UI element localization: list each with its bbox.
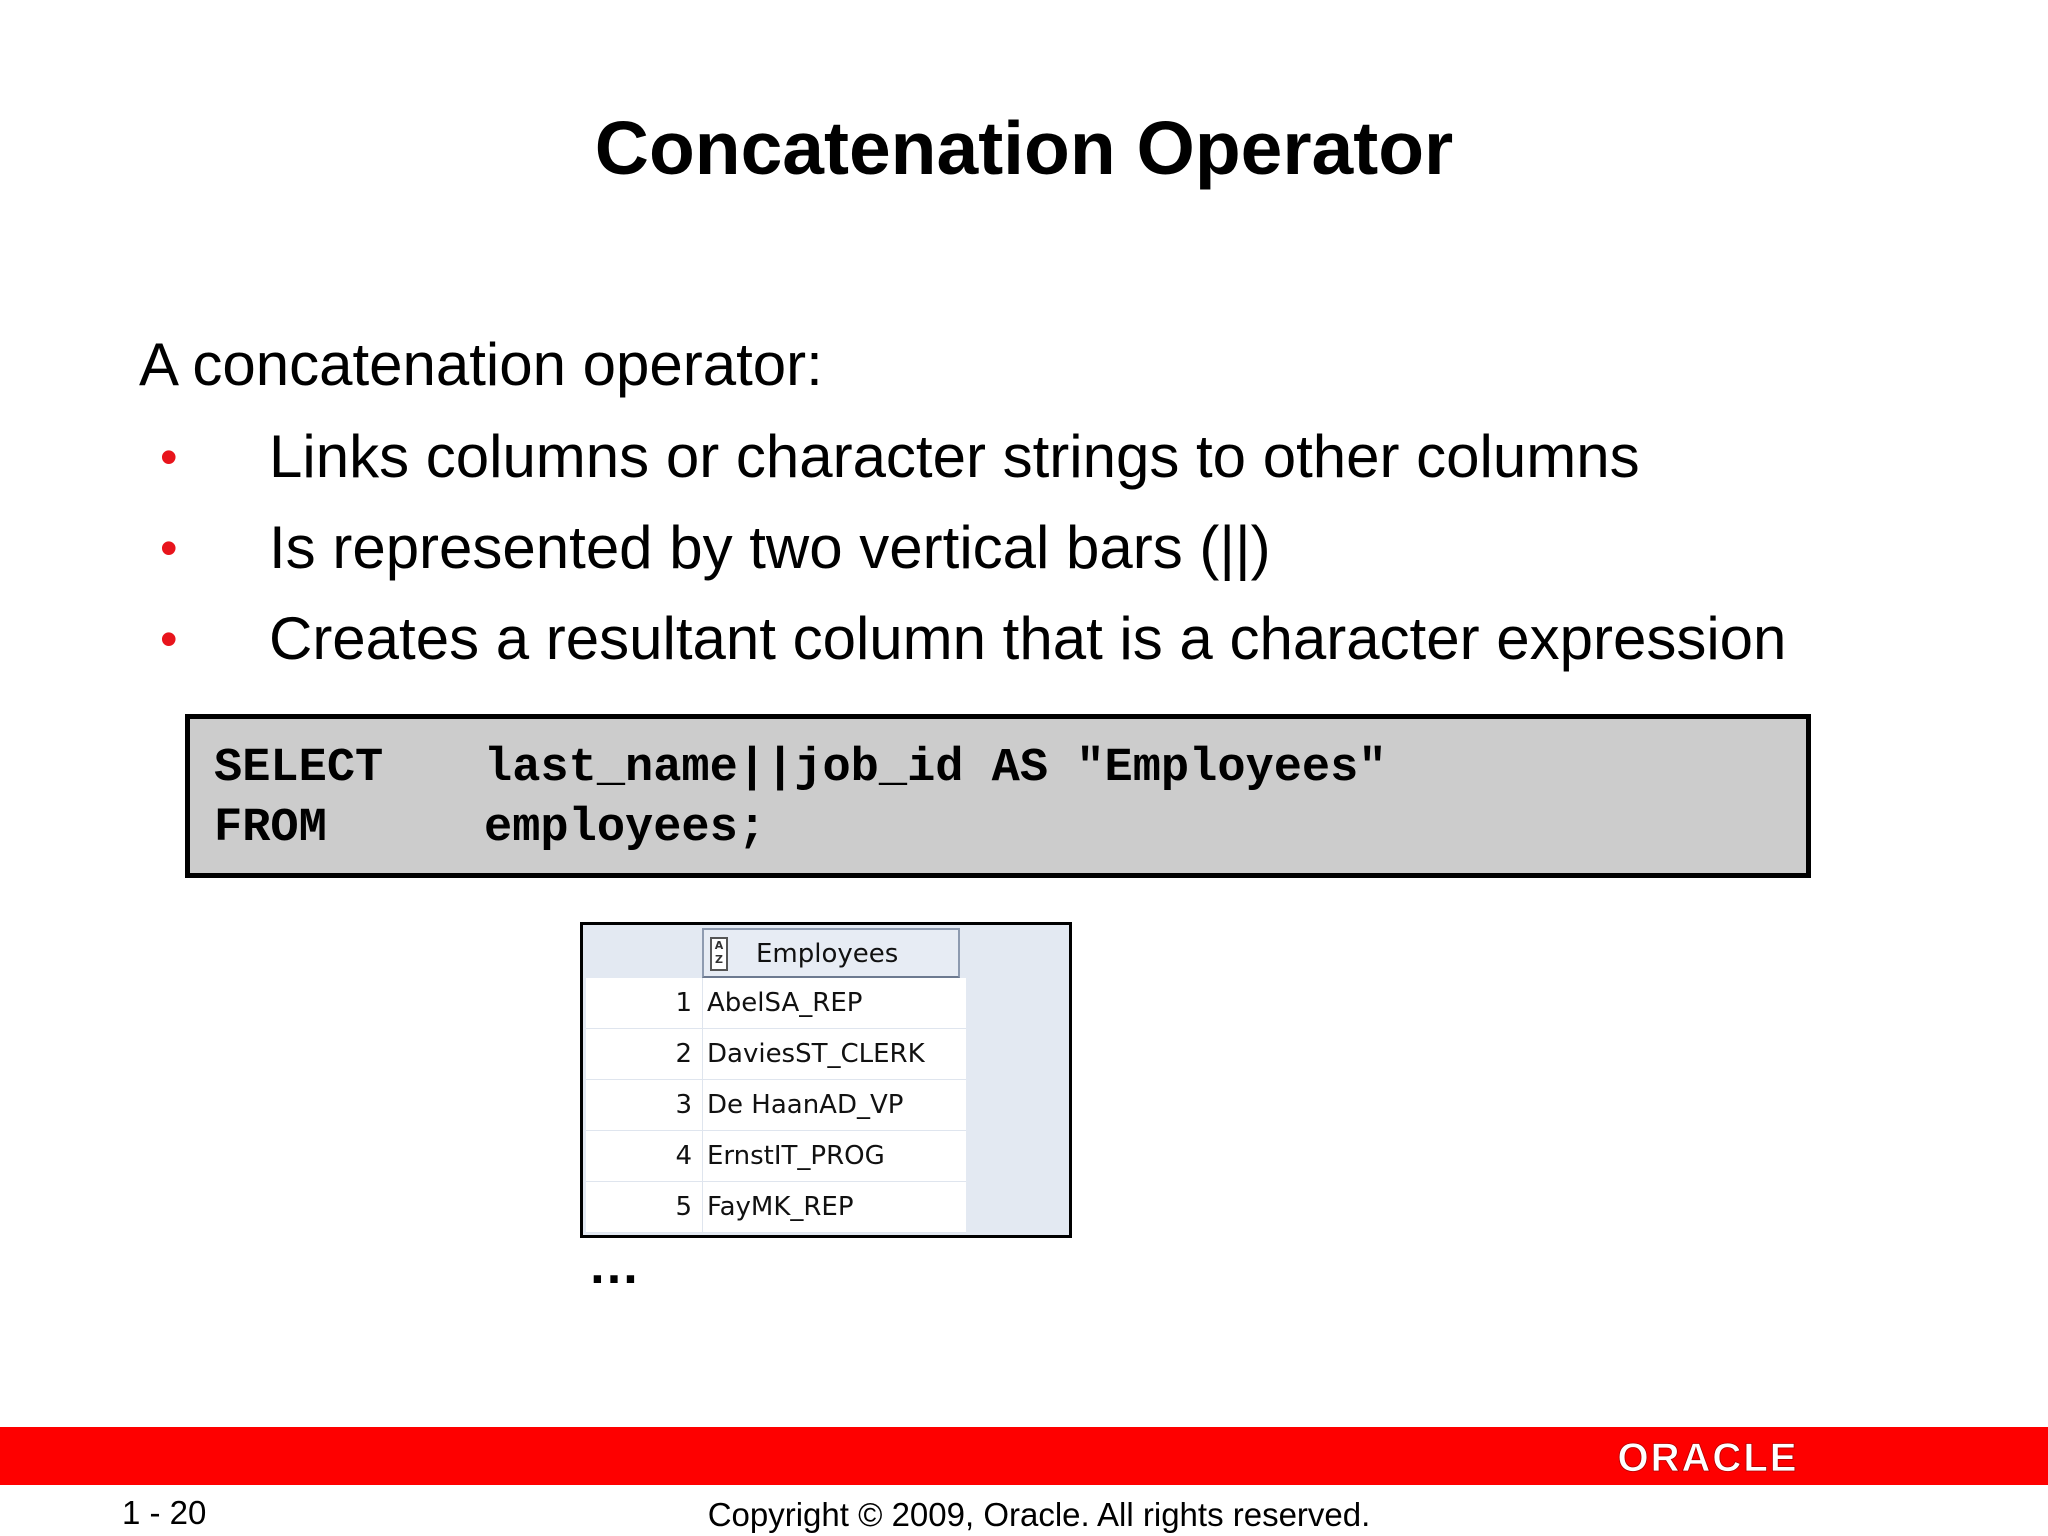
table-cell[interactable]: DaviesST_CLERK [702, 1029, 961, 1079]
copyright-text: Copyright © 2009, Oracle. All rights reserved. [707, 1496, 1371, 1533]
oracle-logo [1582, 1433, 1835, 1479]
table-row[interactable] [586, 1080, 966, 1131]
page-number: 1 - 20 [122, 1494, 207, 1531]
grid-body [586, 928, 966, 1233]
table-row[interactable] [586, 978, 966, 1029]
code-line-from [214, 799, 766, 859]
code-keyword-select: SELECT [214, 742, 384, 795]
table-cell[interactable]: De HaanAD_VP [702, 1080, 961, 1130]
row-number: 4 [675, 1141, 692, 1171]
bullet-text: Links columns or character strings to other columns [269, 423, 1640, 490]
table-row[interactable] [586, 1131, 966, 1182]
sql-code-box [185, 714, 1811, 878]
row-number: 5 [675, 1192, 692, 1222]
column-header-label: Employees [756, 939, 899, 969]
code-expression-select: last_name||job_id AS "Employees" [484, 742, 1387, 795]
more-rows-ellipsis: … [588, 1237, 640, 1295]
grid-header-row [586, 928, 966, 978]
table-cell[interactable]: AbelSA_REP [702, 978, 961, 1028]
table-cell[interactable]: FayMK_REP [702, 1182, 961, 1232]
sort-az-icon: A Z [710, 937, 728, 971]
oracle-logo-text: ORACLE [1617, 1436, 1799, 1479]
column-header-employees[interactable] [702, 928, 960, 978]
code-keyword-from: FROM [214, 802, 327, 855]
bullet-icon: • [160, 611, 178, 667]
slide-title: Concatenation Operator [594, 106, 1454, 190]
bullet-icon: • [160, 429, 178, 485]
code-expression-from: employees; [484, 802, 767, 855]
intro-text: A concatenation operator: [139, 331, 823, 398]
bullet-text: Is represented by two vertical bars (||) [269, 514, 1271, 581]
row-number: 3 [675, 1090, 692, 1120]
table-row[interactable] [586, 1182, 966, 1233]
row-number: 1 [675, 988, 692, 1018]
query-result-grid [580, 922, 1072, 1238]
row-number: 2 [675, 1039, 692, 1069]
code-line-select [214, 739, 1387, 799]
table-cell[interactable]: ErnstIT_PROG [702, 1131, 961, 1181]
table-row[interactable] [586, 1029, 966, 1080]
bullet-icon: • [160, 520, 178, 576]
bullet-text: Creates a resultant column that is a character expression [269, 605, 1787, 672]
